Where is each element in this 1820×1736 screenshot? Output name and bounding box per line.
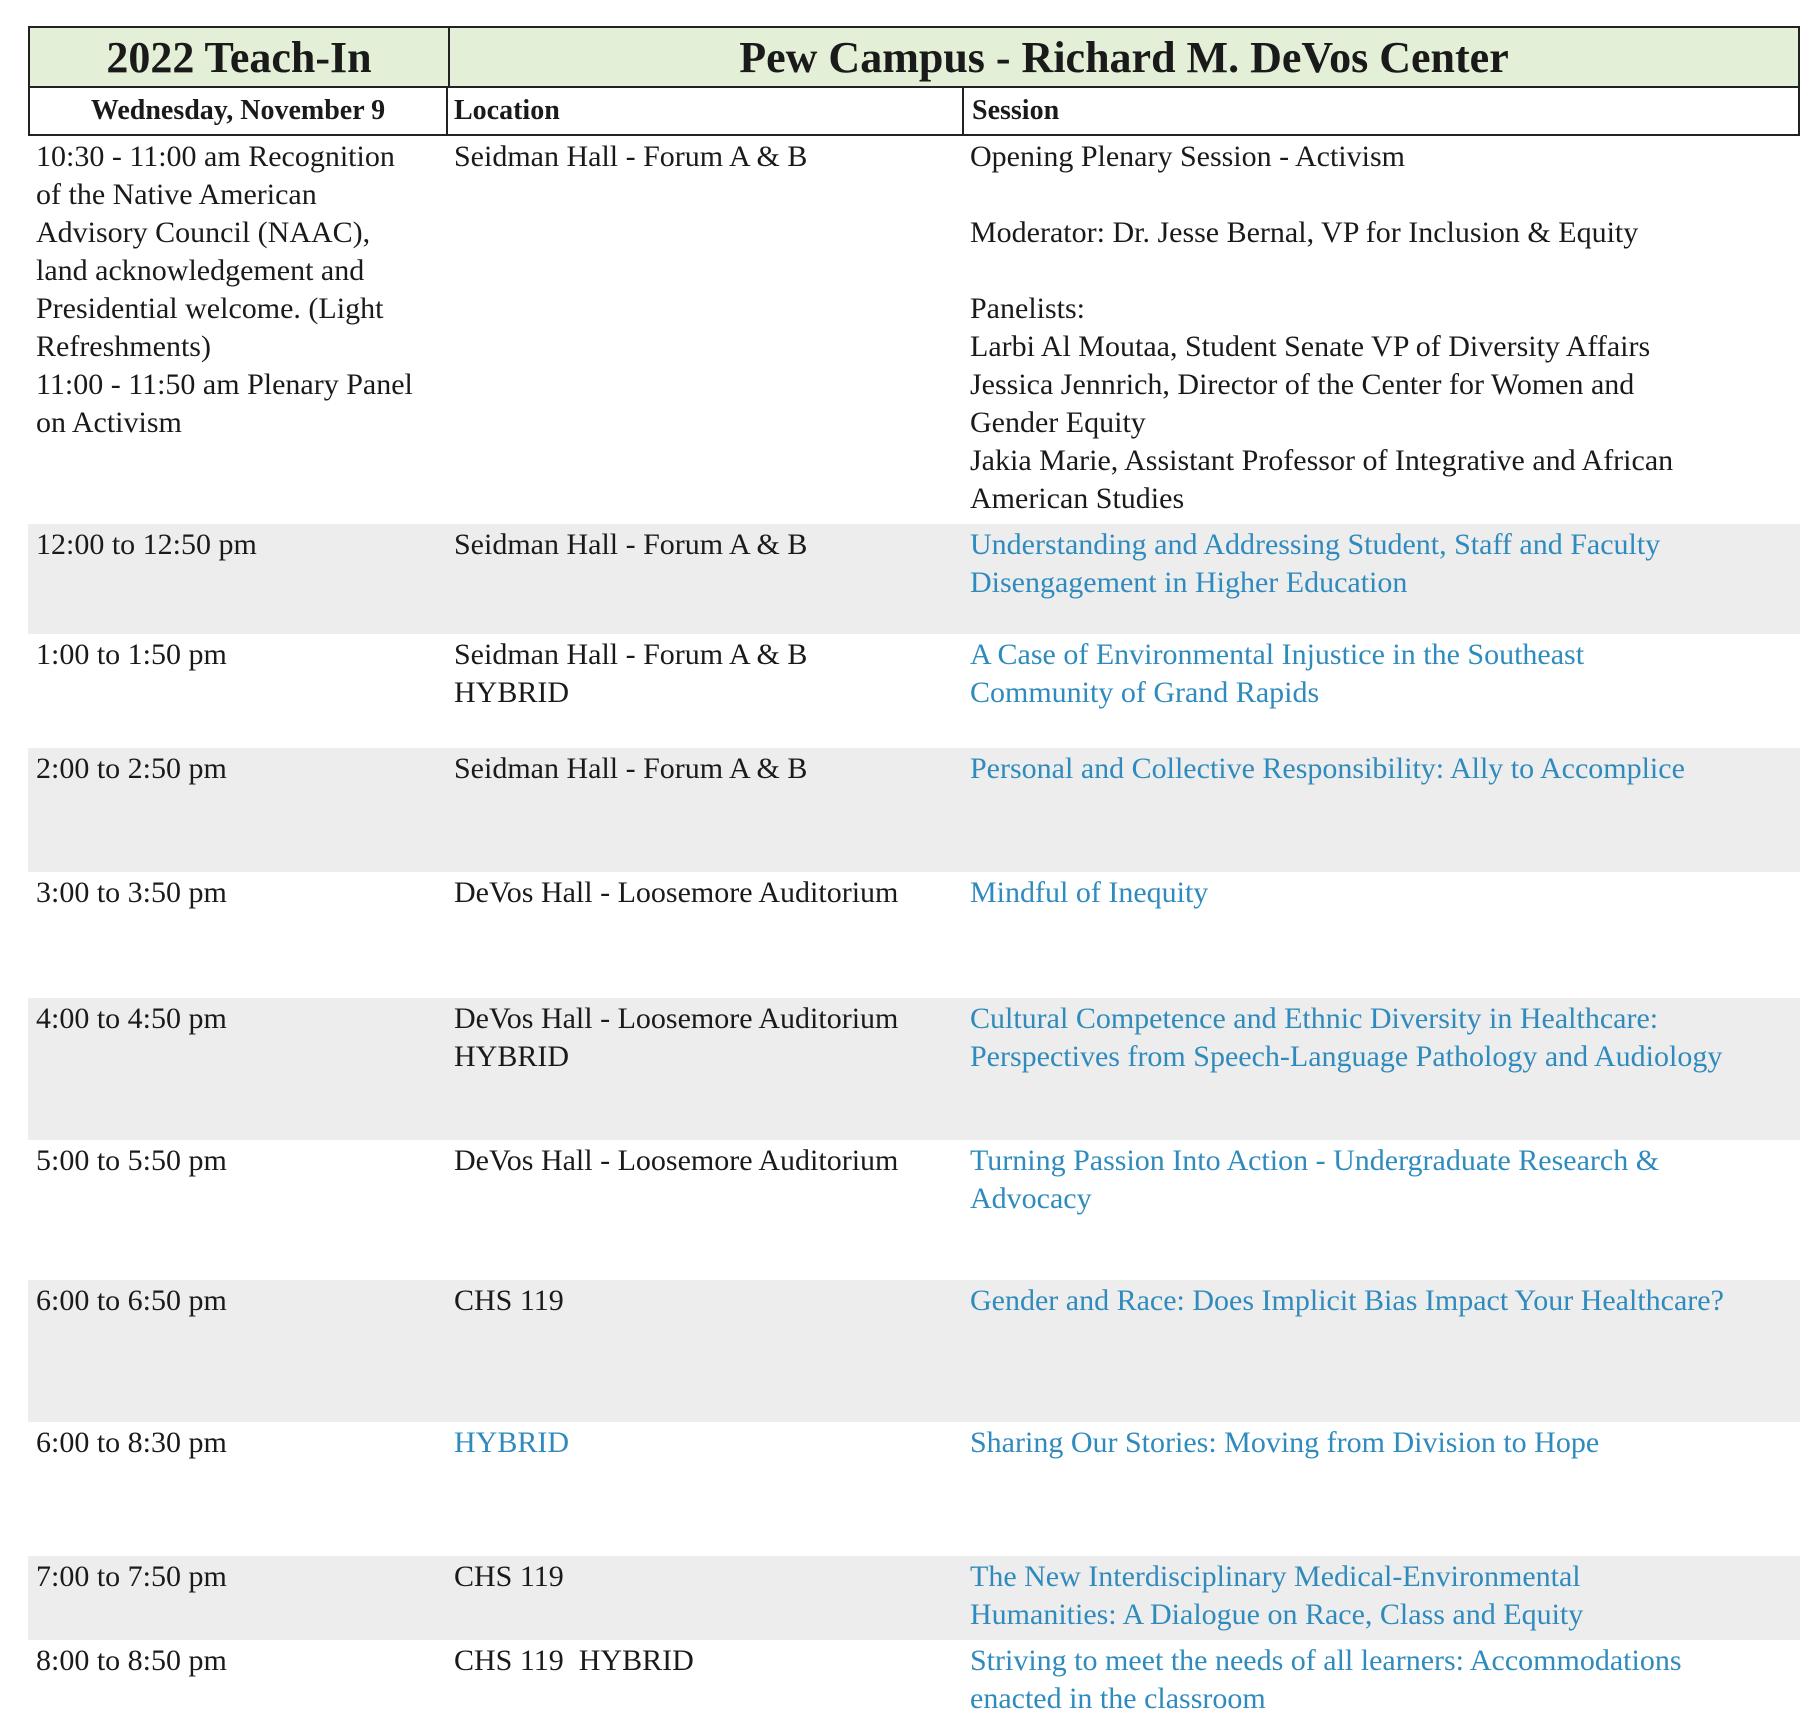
location-cell (446, 1280, 962, 1422)
session-link[interactable] (962, 1280, 1800, 1422)
location-text: DeVos Hall - Loosemore Auditorium (454, 876, 899, 909)
session-text: Understanding and Addressing Student, Staff and Faculty (970, 528, 1661, 561)
moderator-text: Moderator: Dr. Jesse Bernal, VP for Inclusion & Equity (970, 216, 1639, 249)
session-text: Humanities: A Dialogue on Race, Class and Equity (970, 1598, 1584, 1631)
location-text: Seidman Hall - Forum A & B (454, 752, 808, 785)
location-text: CHS 119 HYBRID (454, 1644, 694, 1677)
session-text: enacted in the classroom (970, 1682, 1266, 1715)
table-row (28, 748, 1800, 872)
time-line: 10:30 - 11:00 am Recognition (36, 140, 395, 173)
location-text: Seidman Hall - Forum A & B (454, 528, 808, 561)
time-cell: 1:00 to 1:50 pm (36, 638, 227, 671)
location-text: HYBRID (454, 1040, 570, 1073)
session-text: Perspectives from Speech-Language Pathology and Audiology (970, 1040, 1723, 1073)
table-row (28, 1280, 1800, 1422)
title-row (28, 26, 1800, 88)
table-row (28, 1556, 1800, 1640)
time-cell: 6:00 to 8:30 pm (36, 1426, 227, 1459)
session-text: Mindful of Inequity (970, 876, 1209, 909)
time-line: 11:00 - 11:50 am Plenary Panel (36, 368, 413, 401)
session-text: Advocacy (970, 1182, 1092, 1215)
table-row (28, 1640, 1800, 1730)
time-line: of the Native American (36, 178, 317, 211)
session-link[interactable] (962, 1556, 1800, 1640)
location-cell (446, 1640, 962, 1730)
location-text: CHS 119 (454, 1284, 564, 1317)
time-cell: 5:00 to 5:50 pm (36, 1144, 227, 1177)
time-cell: 12:00 to 12:50 pm (36, 528, 257, 561)
time-line: land acknowledgement and (36, 254, 365, 287)
session-link[interactable] (962, 524, 1800, 634)
session-cell (962, 136, 1800, 524)
session-link[interactable] (962, 748, 1800, 872)
location-cell (446, 524, 962, 634)
schedule-table (28, 26, 1800, 1730)
session-text: Community of Grand Rapids (970, 676, 1320, 709)
location-header: Location (448, 88, 964, 134)
location-cell (446, 872, 962, 998)
time-line: on Activism (36, 406, 182, 439)
location-cell (446, 1140, 962, 1280)
location-text: HYBRID (454, 1426, 570, 1459)
session-text: Personal and Collective Responsibility: Ally to Accomplice (970, 752, 1685, 785)
table-row (28, 634, 1800, 748)
location-text: CHS 119 (454, 1560, 564, 1593)
time-cell: 4:00 to 4:50 pm (36, 1002, 227, 1035)
time-line: Advisory Council (NAAC), (36, 216, 371, 249)
session-text: A Case of Environmental Injustice in the Southeast (970, 638, 1585, 671)
session-title: Opening Plenary Session - Activism (970, 140, 1405, 173)
panelists-label: Panelists: (970, 292, 1086, 325)
session-header: Session (972, 95, 1060, 126)
session-text: The New Interdisciplinary Medical-Environmental (970, 1560, 1581, 1593)
session-text: Cultural Competence and Ethnic Diversity in Healthcare: (970, 1002, 1659, 1035)
location-cell (446, 1556, 962, 1640)
time-cell: 6:00 to 6:50 pm (36, 1284, 227, 1317)
location-text: HYBRID (454, 676, 570, 709)
time-cell: 3:00 to 3:50 pm (36, 876, 227, 909)
session-text: Sharing Our Stories: Moving from Division to Hope (970, 1426, 1600, 1459)
session-link[interactable] (962, 1640, 1800, 1730)
table-row (28, 1140, 1800, 1280)
location-text: Seidman Hall - Forum A & B (454, 140, 808, 173)
location-text: DeVos Hall - Loosemore Auditorium (454, 1002, 899, 1035)
session-link[interactable] (962, 872, 1800, 998)
session-link[interactable] (962, 998, 1800, 1140)
location-cell (446, 998, 962, 1140)
panelist-line: Jessica Jennrich, Director of the Center for Women and (970, 368, 1635, 401)
session-text: Disengagement in Higher Education (970, 566, 1408, 599)
table-row (28, 1422, 1800, 1556)
location-cell (446, 136, 962, 524)
session-link[interactable] (962, 1422, 1800, 1556)
panelist-line: Jakia Marie, Assistant Professor of Integrative and African (970, 444, 1674, 477)
venue-title: Pew Campus - Richard M. DeVos Center (739, 32, 1509, 82)
date-header: Wednesday, November 9 (30, 88, 448, 134)
column-header-row (28, 88, 1800, 136)
time-cell: 2:00 to 2:50 pm (36, 752, 227, 785)
time-cell: 8:00 to 8:50 pm (36, 1644, 227, 1677)
panelist-line: American Studies (970, 482, 1185, 515)
location-cell (446, 634, 962, 748)
table-row (28, 998, 1800, 1140)
table-row (28, 872, 1800, 998)
session-link[interactable] (962, 1140, 1800, 1280)
time-cell (28, 136, 446, 524)
location-text: Seidman Hall - Forum A & B (454, 638, 808, 671)
location-cell (446, 748, 962, 872)
event-title: 2022 Teach-In (30, 28, 450, 86)
panelist-line: Gender Equity (970, 406, 1146, 439)
session-text: Striving to meet the needs of all learners: Accommodations (970, 1644, 1682, 1677)
session-link[interactable] (962, 634, 1800, 748)
session-text: Gender and Race: Does Implicit Bias Impact Your Healthcare? (970, 1284, 1724, 1317)
session-text: Turning Passion Into Action - Undergraduate Research & (970, 1144, 1660, 1177)
time-cell: 7:00 to 7:50 pm (36, 1560, 227, 1593)
location-link[interactable] (446, 1422, 962, 1556)
time-line: Presidential welcome. (Light (36, 292, 384, 325)
table-row (28, 524, 1800, 634)
location-text: DeVos Hall - Loosemore Auditorium (454, 1144, 899, 1177)
panelist-line: Larbi Al Moutaa, Student Senate VP of Diversity Affairs (970, 330, 1651, 363)
table-row (28, 136, 1800, 524)
time-line: Refreshments) (36, 330, 211, 363)
